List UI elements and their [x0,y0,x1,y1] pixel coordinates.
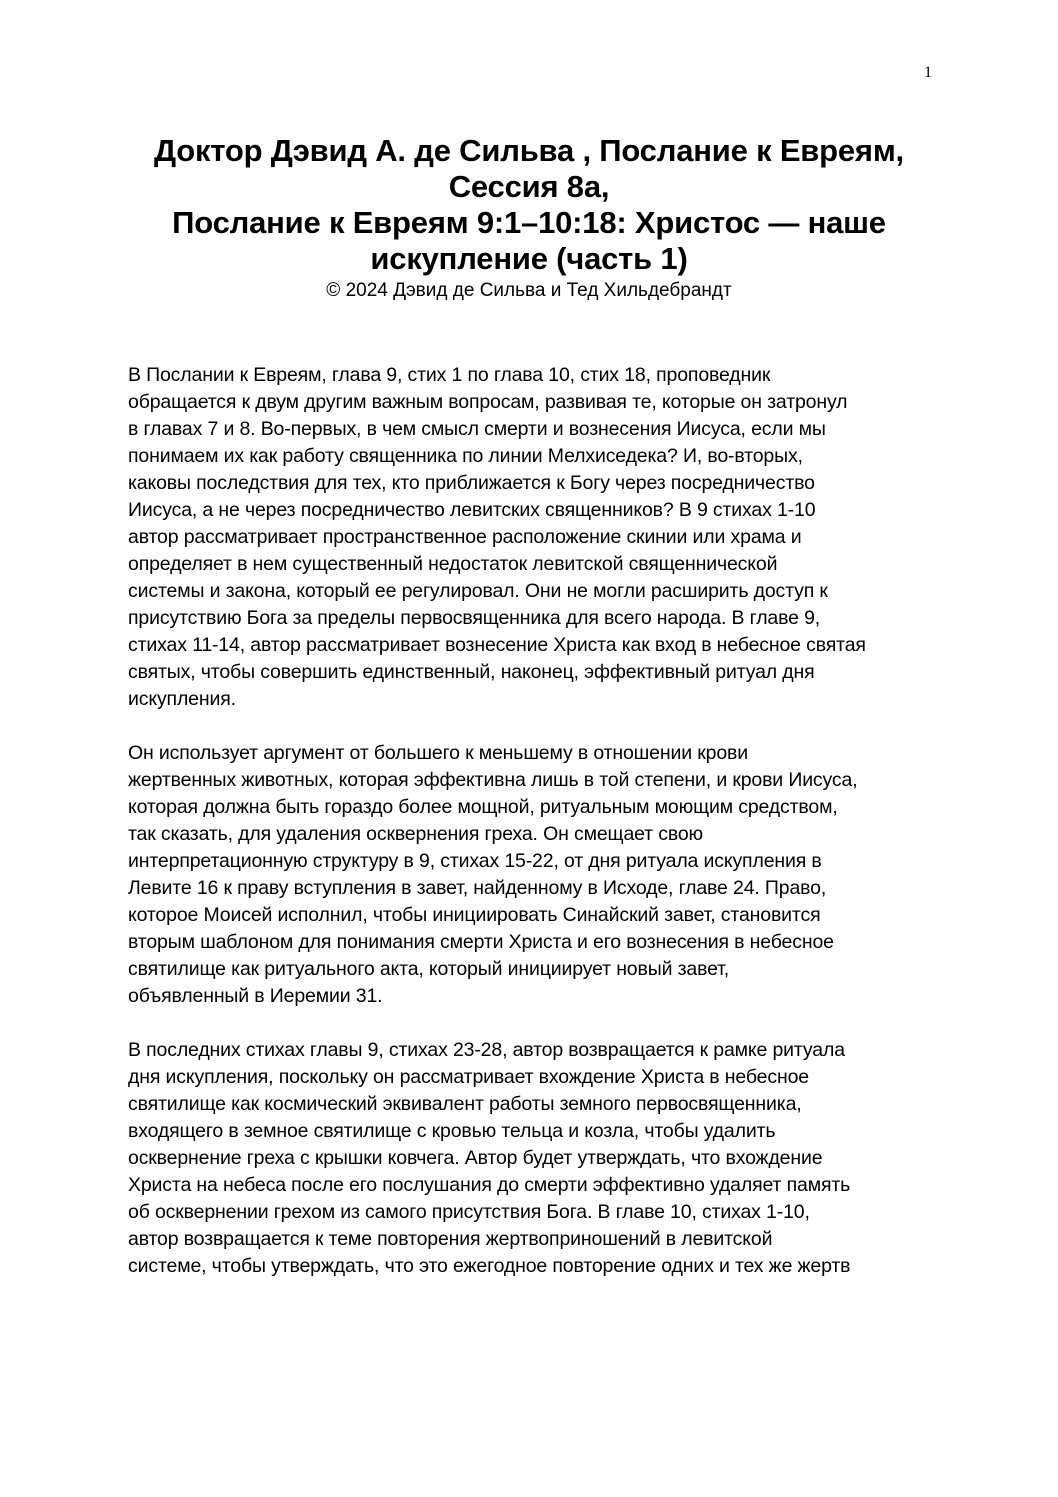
text-line: Иисуса, а не через посредничество левитских священников? В 9 стихах 1-10 [128,499,816,521]
title-line: Доктор Дэвид А. де Сильва , Послание к Евреям, [154,133,904,168]
text-line: каковы последствия для тех, кто приближается к Богу через посредничество [128,472,815,494]
text-line: интерпретационную структуру в 9, стихах 15-22, от дня ритуала искупления в [128,850,822,872]
text-line: системы и закона, который ее регулировал. Они не могли расширить доступ к [128,580,828,602]
title-block [100,133,958,303]
text-line: объявленный в Иеремии 31. [128,985,383,1007]
paragraph-1 [128,362,938,713]
text-line: входящего в земное святилище с кровью тельца и козла, чтобы удалить [128,1120,776,1142]
body-text [128,362,938,1307]
text-line: понимаем их как работу священника по линии Мелхиседека? И, во-вторых, [128,445,803,467]
text-line: святых, чтобы совершить единственный, наконец, эффективный ритуал дня [128,661,815,683]
title-line: искупление (часть 1) [370,241,688,276]
text-line: которая должна быть гораздо более мощной, ритуальным моющим средством, [128,796,838,818]
text-line: автор рассматривает пространственное расположение скинии или храма и [128,526,802,548]
text-line: об осквернении грехом из самого присутствия Бога. В главе 10, стихах 1-10, [128,1201,810,1223]
text-line: Левите 16 к праву вступления в завет, найденному в Исходе, главе 24. Право, [128,877,827,899]
text-line: искупления. [128,688,236,710]
text-line: системе, чтобы утверждать, что это ежегодное повторение одних и тех же жертв [128,1255,851,1277]
text-line: вторым шаблоном для понимания смерти Христа и его вознесения в небесное [128,931,834,953]
text-line: Христа на небеса после его послушания до смерти эффективно удаляет память [128,1174,851,1196]
text-line: которое Моисей исполнил, чтобы инициировать Синайский завет, становится [128,904,821,926]
text-line: В последних стихах главы 9, стихах 23-28, автор возвращается к рамке ритуала [128,1039,845,1061]
text-line: определяет в нем существенный недостаток левитской священнической [128,553,778,575]
text-line: святилище как космический эквивалент работы земного первосвященника, [128,1093,802,1115]
text-line: обращается к двум другим важным вопросам, развивая те, которые он затронул [128,391,848,413]
text-line: автор возвращается к теме повторения жертвоприношений в левитской [128,1228,773,1250]
text-line: осквернение греха с крышки ковчега. Автор будет утверждать, что вхождение [128,1147,823,1169]
text-line: Он использует аргумент от большего к меньшему в отношении крови [128,742,748,764]
title-line: Сессия 8а, [448,169,610,204]
paragraph-2 [128,740,938,1010]
title-line: Послание к Евреям 9:1–10:18: Христос — наше [172,205,886,240]
text-line: дня искупления, поскольку он рассматривает вхождение Христа в небесное [128,1066,809,1088]
copyright-line: © 2024 Дэвид де Сильва и Тед Хильдебрандт [326,280,732,301]
text-line: святилище как ритуального акта, который инициирует новый завет, [128,958,730,980]
page-number: 1 [924,64,932,81]
text-line: присутствию Бога за пределы первосвященника для всего народа. В главе 9, [128,607,821,629]
text-line: В Послании к Евреям, глава 9, стих 1 по глава 10, стих 18, проповедник [128,364,771,386]
text-line: жертвенных животных, которая эффективна лишь в той степени, и крови Иисуса, [128,769,858,791]
paragraph-3 [128,1037,938,1280]
text-line: стихах 11-14, автор рассматривает вознесение Христа как вход в небесное святая [128,634,866,656]
text-line: так сказать, для удаления осквернения греха. Он смещает свою [128,823,703,845]
text-line: в главах 7 и 8. Во-первых, в чем смысл смерти и вознесения Иисуса, если мы [128,418,826,440]
